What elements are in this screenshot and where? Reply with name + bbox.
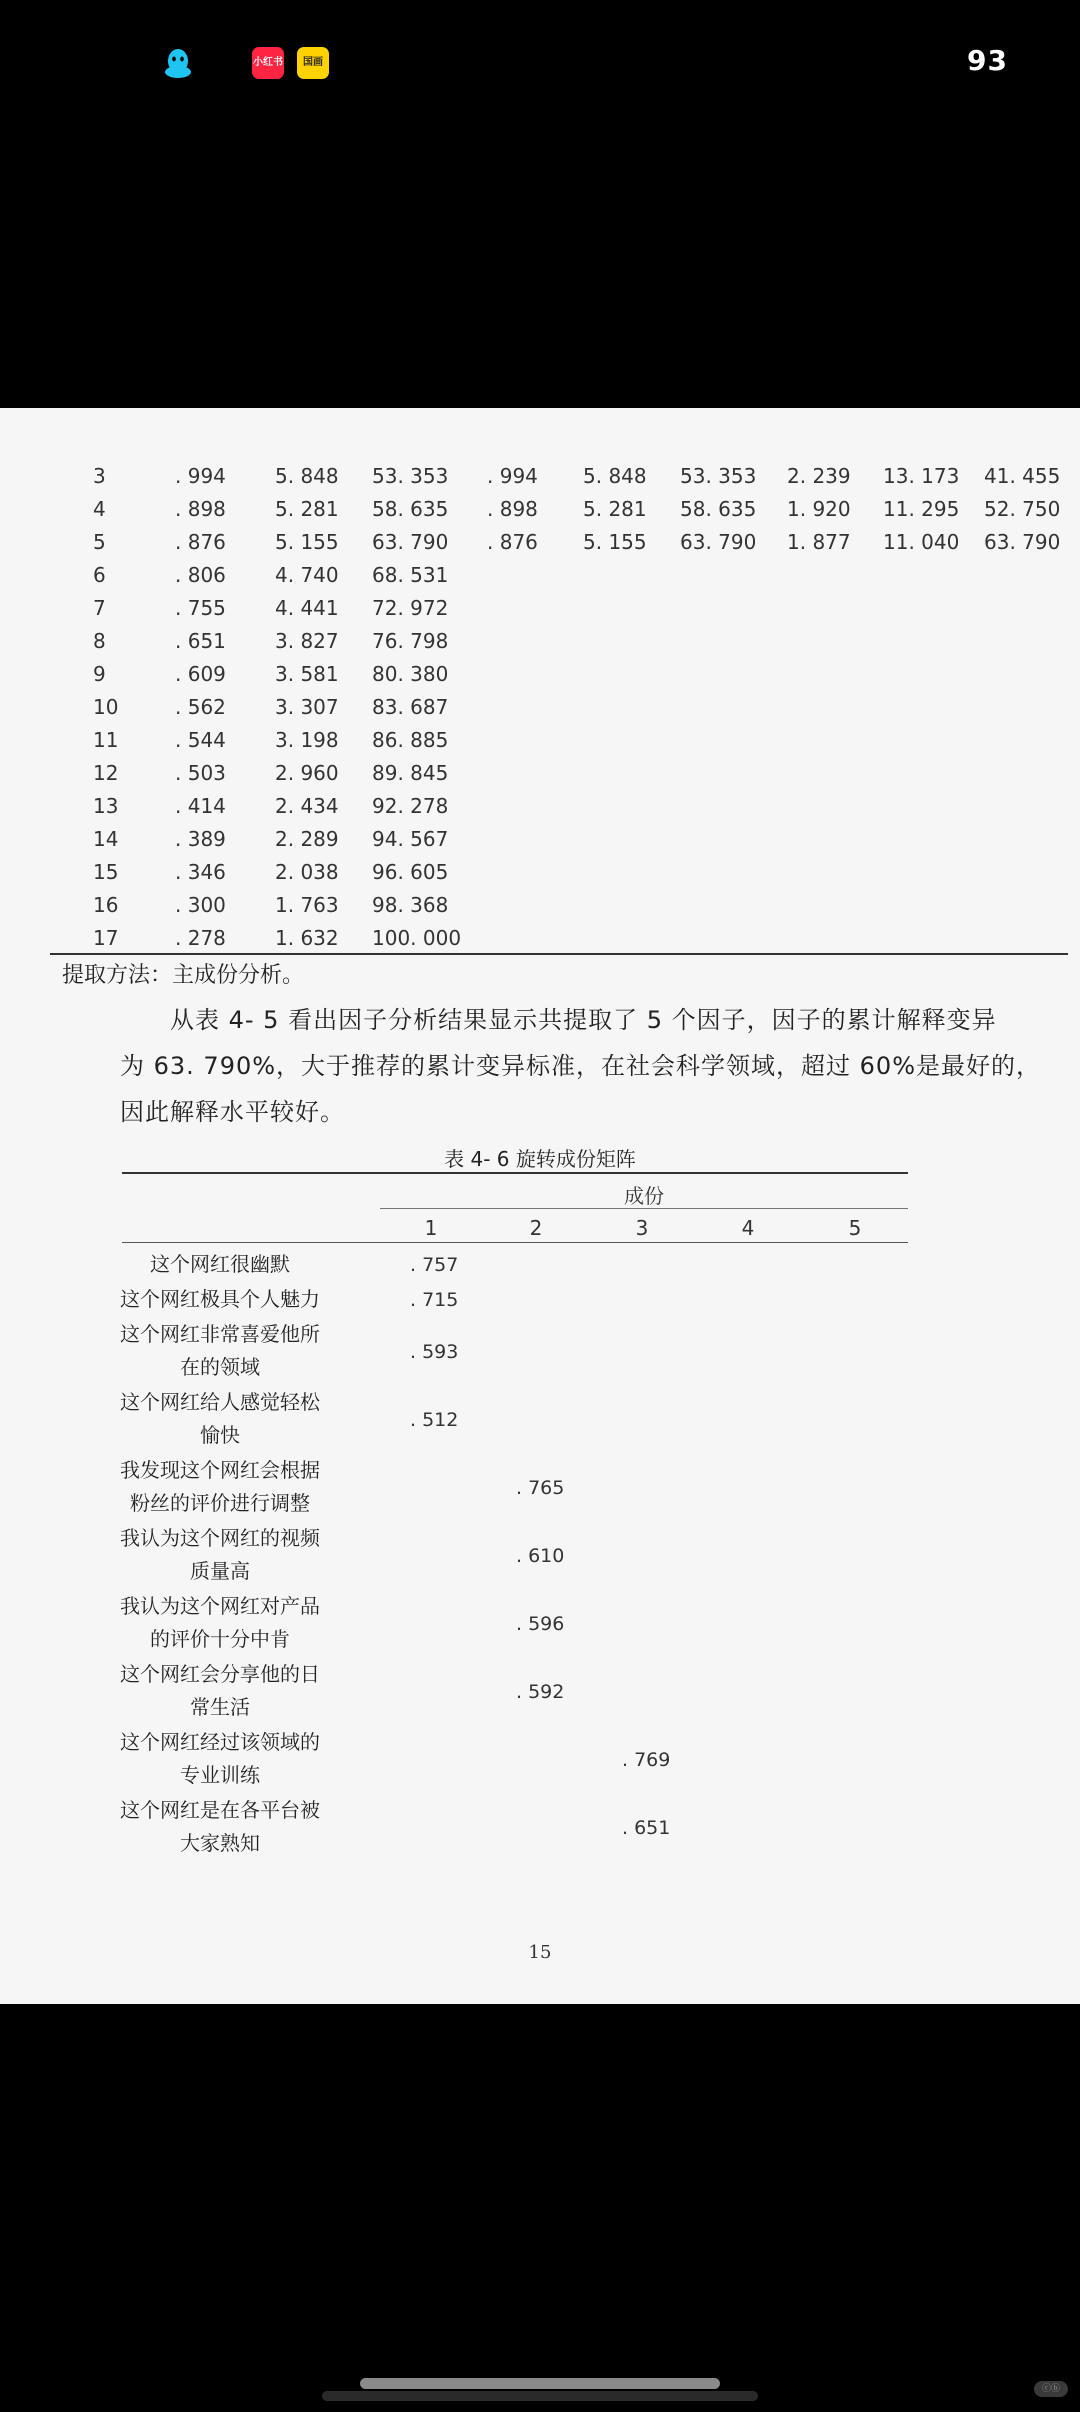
loading-value: . 596 xyxy=(516,1612,565,1635)
table-cell-pct: 2. 960 xyxy=(275,761,339,785)
table-cell-e-pct: 5. 848 xyxy=(583,464,647,488)
table-cell-comp: 13 xyxy=(93,794,119,818)
table-cell-pct: 2. 038 xyxy=(275,860,339,884)
item-label-line-2: 常生活 xyxy=(190,1695,250,1719)
table-cell-comp: 4 xyxy=(93,497,106,521)
item-label-line-2: 质量高 xyxy=(190,1559,250,1583)
table-cell-comp: 14 xyxy=(93,827,119,851)
loading-value: . 610 xyxy=(516,1544,565,1567)
table-cell-pct: 3. 307 xyxy=(275,695,339,719)
table-row xyxy=(0,893,1080,926)
table-cell-total: . 994 xyxy=(175,464,226,488)
table-cell-cum: 89. 845 xyxy=(372,761,449,785)
table-row xyxy=(0,464,1080,497)
table-cell-total: . 876 xyxy=(175,530,226,554)
extraction-note: 提取方法：主成份分析。 xyxy=(62,963,305,988)
loading-value: . 592 xyxy=(516,1680,565,1703)
table-cell-e-cum: 58. 635 xyxy=(680,497,757,521)
table-cell-cum: 76. 798 xyxy=(372,629,449,653)
table-cell-pct: 1. 632 xyxy=(275,926,339,950)
table-cell-e-total: . 876 xyxy=(487,530,538,554)
corner-badge: ⓒⓑ xyxy=(1034,2381,1068,2397)
table-cell-total: . 346 xyxy=(175,860,226,884)
table-cell-r-total: 1. 920 xyxy=(787,497,851,521)
table-cell-cum: 94. 567 xyxy=(372,827,449,851)
table-row xyxy=(0,827,1080,860)
item-label-line-1: 我发现这个网红会根据 xyxy=(120,1458,320,1482)
item-label-line-2: 专业训练 xyxy=(180,1763,260,1787)
loading-value: . 715 xyxy=(410,1289,459,1311)
group-header-rule xyxy=(380,1208,908,1209)
table-cell-comp: 5 xyxy=(93,530,106,554)
item-label-line-2: 愉快 xyxy=(200,1423,240,1447)
table-cell-pct: 1. 763 xyxy=(275,893,339,917)
table-cell-cum: 63. 790 xyxy=(372,530,449,554)
table-cell-cum: 92. 278 xyxy=(372,794,449,818)
qq-icon xyxy=(162,47,194,81)
table-cell-pct: 3. 198 xyxy=(275,728,339,752)
table-cell-comp: 3 xyxy=(93,464,106,488)
document-page xyxy=(0,408,1080,2004)
table-cell-comp: 9 xyxy=(93,662,106,686)
table-row xyxy=(0,497,1080,530)
home-indicator[interactable] xyxy=(360,2378,720,2389)
item-label-line-1: 这个网红是在各平台被 xyxy=(120,1798,320,1822)
table-cell-total: . 806 xyxy=(175,563,226,587)
table-row xyxy=(0,563,1080,596)
table-cell-pct: 5. 848 xyxy=(275,464,339,488)
table-cell-comp: 15 xyxy=(93,860,119,884)
table-cell-comp: 11 xyxy=(93,728,119,752)
table-row xyxy=(0,662,1080,695)
table-cell-comp: 8 xyxy=(93,629,106,653)
table-bottom-rule xyxy=(50,953,1068,955)
table-cell-r-total: 1. 877 xyxy=(787,530,851,554)
table-cell-comp: 10 xyxy=(93,695,119,719)
status-time: 93 xyxy=(967,44,1008,77)
table-cell-cum: 96. 605 xyxy=(372,860,449,884)
table-cell-e-cum: 63. 790 xyxy=(680,530,757,554)
component-header-5: 5 xyxy=(848,1216,862,1240)
table-cell-cum: 53. 353 xyxy=(372,464,449,488)
table-cell-e-total: . 898 xyxy=(487,497,538,521)
table-cell-cum: 72. 972 xyxy=(372,596,449,620)
table-cell-total: . 651 xyxy=(175,629,226,653)
table-cell-comp: 16 xyxy=(93,893,119,917)
table-cell-e-total: . 994 xyxy=(487,464,538,488)
table-cell-r-pct: 11. 295 xyxy=(883,497,960,521)
item-label-line-1: 这个网红很幽默 xyxy=(150,1252,290,1276)
paragraph-line-3: 因此解释水平较好。 xyxy=(120,1098,345,1126)
paragraph-line-2: 为 63. 790%，大于推荐的累计变异标准，在社会科学领域，超过 60%是最好的， xyxy=(120,1052,1042,1080)
table-cell-pct: 3. 581 xyxy=(275,662,339,686)
table-cell-cum: 58. 635 xyxy=(372,497,449,521)
loading-value: . 769 xyxy=(622,1748,671,1771)
table-cell-total: . 755 xyxy=(175,596,226,620)
table-cell-r-cum: 63. 790 xyxy=(984,530,1061,554)
table-cell-cum: 98. 368 xyxy=(372,893,449,917)
home-indicator-shadow xyxy=(322,2391,758,2401)
table-row xyxy=(0,728,1080,761)
table-cell-r-pct: 13. 173 xyxy=(883,464,960,488)
table-cell-total: . 544 xyxy=(175,728,226,752)
header-bottom-rule xyxy=(122,1242,908,1243)
page-number: 15 xyxy=(528,1942,552,1963)
table-row xyxy=(0,794,1080,827)
item-label-line-1: 这个网红会分享他的日 xyxy=(120,1662,320,1686)
table-cell-cum: 80. 380 xyxy=(372,662,449,686)
table-cell-e-pct: 5. 281 xyxy=(583,497,647,521)
table-cell-pct: 5. 281 xyxy=(275,497,339,521)
item-label-line-2: 大家熟知 xyxy=(180,1831,260,1855)
table-cell-comp: 6 xyxy=(93,563,106,587)
table-cell-total: . 389 xyxy=(175,827,226,851)
table-cell-pct: 4. 441 xyxy=(275,596,339,620)
table-cell-pct: 4. 740 xyxy=(275,563,339,587)
table-title: 表 4- 6 旋转成份矩阵 xyxy=(444,1147,636,1171)
table-cell-total: . 609 xyxy=(175,662,226,686)
table-cell-pct: 5. 155 xyxy=(275,530,339,554)
table-cell-total: . 278 xyxy=(175,926,226,950)
loading-value: . 651 xyxy=(622,1816,671,1839)
table-cell-e-cum: 53. 353 xyxy=(680,464,757,488)
table-cell-total: . 300 xyxy=(175,893,226,917)
table-cell-comp: 7 xyxy=(93,596,106,620)
item-label-line-2: 的评价十分中肯 xyxy=(150,1627,290,1651)
item-label-line-1: 我认为这个网红的视频 xyxy=(120,1526,320,1550)
table-cell-pct: 2. 289 xyxy=(275,827,339,851)
xiaohongshu-icon: 小红书 xyxy=(252,47,284,79)
table-row xyxy=(0,695,1080,728)
loading-value: . 512 xyxy=(410,1408,459,1431)
table-row xyxy=(0,860,1080,893)
table-cell-r-cum: 52. 750 xyxy=(984,497,1061,521)
rotated-table-top-rule xyxy=(122,1172,908,1174)
component-header-1: 1 xyxy=(424,1216,438,1240)
table-cell-total: . 898 xyxy=(175,497,226,521)
item-label-line-2: 粉丝的评价进行调整 xyxy=(130,1491,310,1515)
table-cell-comp: 17 xyxy=(93,926,119,950)
table-row xyxy=(0,629,1080,662)
table-cell-e-pct: 5. 155 xyxy=(583,530,647,554)
component-group-header: 成份 xyxy=(624,1184,664,1208)
loading-value: . 765 xyxy=(516,1476,565,1499)
table-cell-r-total: 2. 239 xyxy=(787,464,851,488)
table-cell-cum: 100. 000 xyxy=(372,926,462,950)
component-header-4: 4 xyxy=(741,1216,755,1240)
table-cell-total: . 503 xyxy=(175,761,226,785)
table-row xyxy=(0,530,1080,563)
table-row xyxy=(0,596,1080,629)
table-cell-cum: 83. 687 xyxy=(372,695,449,719)
table-cell-cum: 86. 885 xyxy=(372,728,449,752)
table-cell-pct: 2. 434 xyxy=(275,794,339,818)
item-label-line-1: 我认为这个网红对产品 xyxy=(120,1594,320,1618)
status-bar xyxy=(0,0,1080,130)
table-cell-cum: 68. 531 xyxy=(372,563,449,587)
component-header-3: 3 xyxy=(635,1216,649,1240)
component-header-2: 2 xyxy=(529,1216,543,1240)
notification-app-icon: 国画 xyxy=(297,47,329,79)
table-cell-comp: 12 xyxy=(93,761,119,785)
loading-value: . 757 xyxy=(410,1254,459,1276)
table-cell-r-cum: 41. 455 xyxy=(984,464,1061,488)
item-label-line-1: 这个网红非常喜爱他所 xyxy=(120,1322,320,1346)
loading-value: . 593 xyxy=(410,1340,459,1363)
table-cell-total: . 414 xyxy=(175,794,226,818)
item-label-line-1: 这个网红给人感觉轻松 xyxy=(120,1390,320,1414)
table-row xyxy=(0,761,1080,794)
item-label-line-1: 这个网红经过该领域的 xyxy=(120,1730,320,1754)
item-label-line-2: 在的领域 xyxy=(180,1355,260,1379)
paragraph-line-1: 从表 4- 5 看出因子分析结果显示共提取了 5 个因子，因子的累计解释变异 xyxy=(170,1006,997,1034)
table-cell-total: . 562 xyxy=(175,695,226,719)
item-label-line-1: 这个网红极具个人魅力 xyxy=(120,1287,320,1311)
table-cell-pct: 3. 827 xyxy=(275,629,339,653)
table-cell-r-pct: 11. 040 xyxy=(883,530,960,554)
